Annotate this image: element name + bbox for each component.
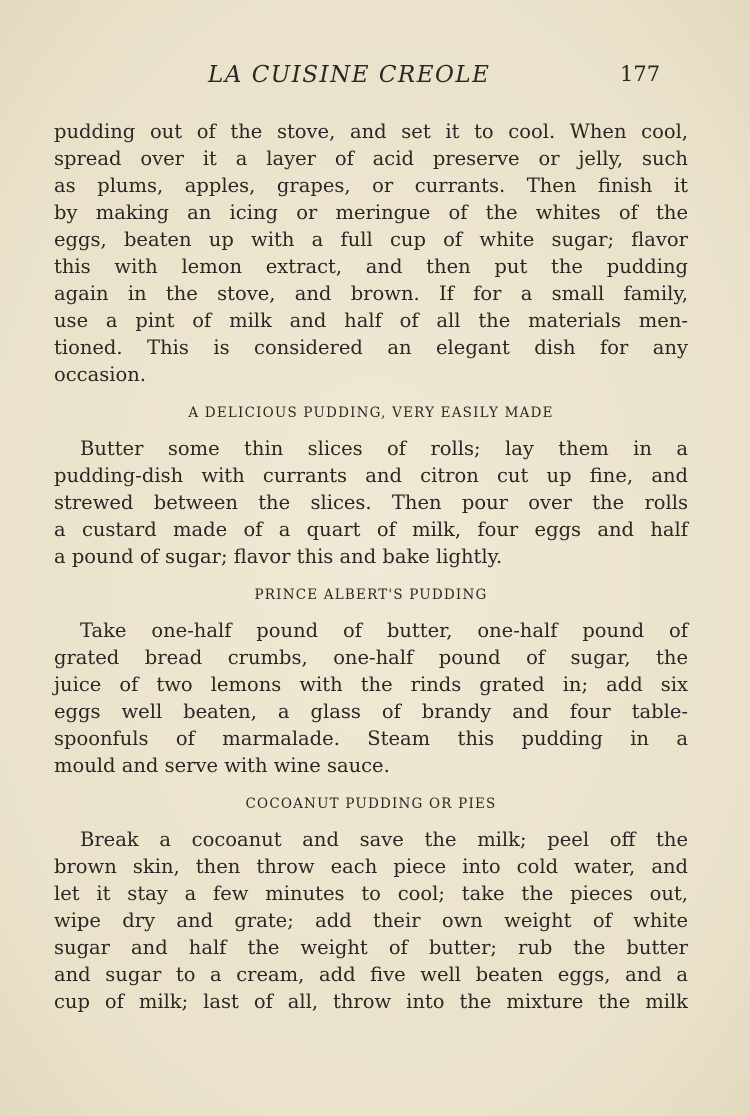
text-line: Butter some thin slices of rolls; lay them in a [80, 437, 688, 460]
text-line: this with lemon extract, and then put the pudding [54, 255, 688, 278]
text-line: use a pint of milk and half of all the materials men- [54, 309, 688, 332]
text-line: wipe dry and grate; add their own weight of white [54, 909, 688, 932]
text-line: sugar and half the weight of butter; rub the butter [54, 936, 688, 959]
section-heading: COCOANUT PUDDING OR PIES [245, 796, 497, 812]
text-line: tioned. This is considered an elegant dish for any [54, 336, 688, 359]
text-line: by making an icing or meringue of the whites of the [54, 201, 688, 224]
text-line: as plums, apples, grapes, or currants. Then finish it [54, 174, 688, 197]
text-line: grated bread crumbs, one-half pound of sugar, the [54, 646, 688, 669]
paragraph [54, 118, 688, 388]
page-number: 177 [620, 62, 661, 86]
text-line: strewed between the slices. Then pour over the rolls [54, 491, 688, 514]
text-line: pudding out of the stove, and set it to cool. When cool, [54, 120, 688, 143]
text-line: juice of two lemons with the rinds grated in; add six [54, 673, 688, 696]
text-line: let it stay a few minutes to cool; take the pieces out, [54, 882, 688, 905]
text-line: Take one-half pound of butter, one-half pound of [80, 619, 688, 642]
section-heading: A DELICIOUS PUDDING, VERY EASILY MADE [188, 405, 554, 421]
text-line: pudding-dish with currants and citron cut up fine, and [54, 464, 688, 487]
text-line: occasion. [54, 363, 146, 386]
text-line: cup of milk; last of all, throw into the mixture the milk [54, 990, 688, 1013]
text-line: a custard made of a quart of milk, four eggs and half [54, 518, 688, 541]
text-line: mould and serve with wine sauce. [54, 754, 390, 777]
paragraph [54, 435, 688, 570]
text-line: spread over it a layer of acid preserve or jelly, such [54, 147, 688, 170]
text-line: Break a cocoanut and save the milk; peel off the [80, 828, 688, 851]
text-line: brown skin, then throw each piece into cold water, and [54, 855, 688, 878]
paragraph [54, 826, 688, 1015]
running-title: LA CUISINE CREOLE [208, 62, 491, 88]
text-line: a pound of sugar; flavor this and bake lightly. [54, 545, 503, 568]
section-heading: PRINCE ALBERT'S PUDDING [254, 587, 488, 603]
text-line: and sugar to a cream, add five well beaten eggs, and a [54, 963, 688, 986]
text-line: again in the stove, and brown. If for a small family, [54, 282, 688, 305]
text-line: spoonfuls of marmalade. Steam this pudding in a [54, 727, 688, 750]
page-body [54, 118, 688, 1015]
paragraph [54, 617, 688, 779]
text-line: eggs, beaten up with a full cup of white sugar; flavor [54, 228, 688, 251]
text-line: eggs well beaten, a glass of brandy and four table- [54, 700, 688, 723]
